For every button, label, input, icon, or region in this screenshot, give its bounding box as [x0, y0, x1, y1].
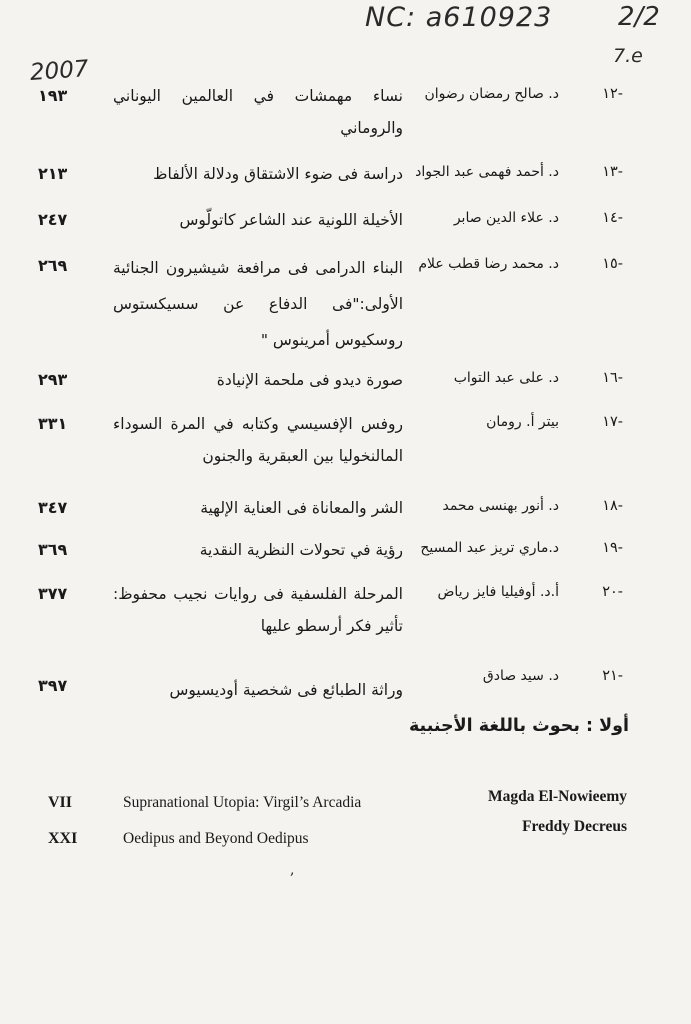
section-heading: أولا : بحوث باللغة الأجنبية — [408, 716, 629, 736]
entry-number: -١٩ — [602, 540, 623, 556]
entry-author: د. سيد صادق — [482, 668, 559, 684]
entry-title: الشر والمعاناة فى العناية الإلهية — [200, 499, 403, 517]
foreign-author: Freddy Decreus — [522, 818, 627, 835]
entry-number: -١٥ — [602, 256, 623, 272]
entry-author: د. علاء الدين صابر — [453, 210, 559, 226]
entry-page: ٢٦٩ — [38, 256, 68, 275]
entry-number: -١٢ — [602, 86, 623, 102]
handwritten-year: 2007 — [29, 55, 90, 87]
entry-title: المرحلة الفلسفية فى روايات نجيب محفوظ: تأثير فكر أرسطو عليها — [113, 585, 403, 635]
entry-author: د. محمد رضا قطب علام — [418, 256, 559, 272]
entry-title: الأخيلة اللونية عند الشاعر كاتولّوس — [179, 211, 403, 229]
entry-number: -١٣ — [602, 164, 623, 180]
entry-page: ٣٧٧ — [38, 584, 68, 603]
entry-author: د. أنور بهنسى محمد — [442, 498, 559, 514]
foreign-page: VII — [48, 794, 73, 811]
entry-title: وراثة الطبائع فى شخصية أوديسيوس — [169, 681, 403, 699]
entry-page: ٢١٣ — [38, 164, 68, 183]
entry-author: أ.د. أوفيليا فايز رياض — [437, 584, 559, 600]
entry-number: -١٤ — [602, 210, 623, 226]
entry-page: ١٩٣ — [38, 86, 68, 105]
foreign-title: Oedipus and Beyond Oedipus — [123, 830, 309, 847]
entry-title: رؤية في تحولات النظرية النقدية — [199, 541, 403, 559]
entry-title: روفس الإفسيسي وكتابه في المرة السوداء المالنخوليا بين العبقرية والجنون — [113, 415, 403, 465]
entry-number: -١٨ — [602, 498, 623, 514]
handwritten-fraction: 2/2 — [618, 2, 660, 32]
foreign-author: Magda El-Nowieemy — [487, 788, 627, 805]
entry-title: صورة ديدو فى ملحمة الإنيادة — [216, 371, 403, 389]
entry-author: بيتر أ. رومان — [486, 414, 559, 430]
entry-title: البناء الدرامى فى مرافعة شيشيرون الجنائية الأولى:"فى الدفاع عن سسيكستوس روسكيوس أمرينوس " — [113, 259, 403, 349]
entry-page: ٣٣١ — [38, 414, 68, 433]
entry-author: د. على عبد التواب — [453, 370, 559, 386]
bottom-mark: , — [290, 862, 295, 878]
entry-page: ٢٩٣ — [38, 370, 68, 389]
entry-author: د. أحمد فهمى عبد الجواد — [415, 164, 559, 180]
entry-page: ٣٤٧ — [38, 498, 68, 517]
foreign-page: XXI — [48, 830, 78, 847]
foreign-title: Supranational Utopia: Virgil’s Arcadia — [123, 794, 362, 811]
handwritten-ref: 7.e — [613, 45, 643, 67]
entry-title: دراسة فى ضوء الاشتقاق ودلالة الألفاظ — [153, 165, 403, 183]
entry-author: د.ماري تريز عبد المسيح — [420, 540, 559, 556]
entry-number: -٢١ — [602, 668, 623, 684]
entry-number: -١٧ — [602, 414, 623, 430]
entry-page: ٢٤٧ — [38, 210, 68, 229]
entry-page: ٣٩٧ — [38, 676, 68, 695]
entry-number: -١٦ — [602, 370, 623, 386]
entry-title: نساء مهمشات في العالمين اليوناني والروماني — [113, 87, 403, 137]
entry-number: -٢٠ — [602, 584, 623, 600]
handwritten-catalog-code: NC: a610923 — [365, 2, 553, 33]
entry-author: د. صالح رمضان رضوان — [424, 86, 559, 102]
entry-page: ٣٦٩ — [38, 540, 68, 559]
